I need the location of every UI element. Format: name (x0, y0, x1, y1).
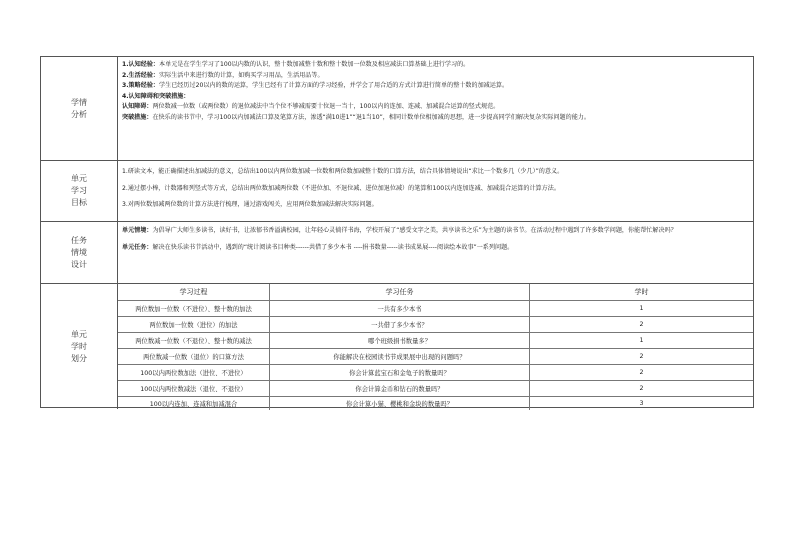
row-hours: 2 (639, 385, 644, 392)
row-process: 两位数减一位数（退位）的口算方法 (118, 349, 270, 364)
analysis-content (118, 57, 753, 160)
schedule-table (118, 284, 753, 409)
table-row (118, 396, 753, 410)
row-hours: 1 (639, 305, 644, 312)
table-row (118, 316, 753, 332)
table-row (118, 380, 753, 396)
goals-row (41, 160, 753, 221)
task-row (41, 221, 753, 283)
task-content (118, 222, 753, 283)
goals-content (118, 161, 753, 221)
row-task: 你能解决在校园读书节成果展中出现的问题吗？ (270, 349, 530, 364)
schedule-label: 单元 学时 划分 (41, 284, 118, 409)
row-process: 两位数加一位数（进位）的加法 (118, 317, 270, 332)
analysis-label: 学情 分析 (41, 57, 118, 160)
row-hours: 2 (639, 369, 644, 376)
row-task: 哪个班级捐书数量多？ (270, 333, 530, 348)
table-row (118, 332, 753, 348)
row-hours: 2 (639, 353, 644, 360)
row-task: 一共有多少本书 (270, 301, 530, 316)
header-process: 学习过程 (118, 284, 270, 300)
analysis-line: 1.认知经验：本单元是在学生学习了100以内数的认识，整十数加减整十数和整十数加一位数及相应减法口算基础上进行学习的。 (122, 61, 470, 68)
row-hours: 1 (639, 337, 644, 344)
goal-item: 1.研读文本，能正确描述出加减法的意义，总结出100以内两位数加减一位数和两位数加减整十数的口算方法，结合具体情境说出“求比一个数多几（少几）”的意义。 (122, 168, 564, 175)
lesson-plan-table (40, 56, 754, 408)
analysis-line: 2.生活经验：实际生活中来进行数的计算，如购买学习用品，生活用品等。 (122, 71, 324, 79)
unit-situation: 单元情境：为倡导广大师生多读书，读好书，让浓郁书香溢满校园，让年轻心灵徜徉书海，学校开展了“感受文字之美，共享读书之乐”为主题的读书节。在活动过程中遇到了许多数学问题，你能帮忙解决吗？ (122, 227, 677, 234)
table-row (118, 364, 753, 380)
analysis-row (41, 57, 753, 160)
table-row (118, 300, 753, 316)
schedule-header (118, 284, 753, 300)
header-hours: 学时 (634, 288, 649, 296)
goals-label: 单元 学习 目标 (41, 161, 118, 221)
task-label: 任务 情境 设计 (41, 222, 118, 283)
unit-task: 单元任务：解决在快乐读书节活动中，遇到的“统计阅读书目种类------共借了多少本书 ----捐书数量-----读书成果展----阅读绘本故事”一系列问题。 (122, 243, 514, 251)
row-process: 100以内两位数加法（进位、不进位） (118, 365, 270, 380)
row-task: 你会计算小猫、樱桃和金块的数量吗？ (270, 397, 530, 410)
row-hours: 3 (639, 400, 644, 407)
analysis-line: 突破措施：在快乐的读书节中，学习100以内加减法口算及笔算方法，渗透“满10进1”“退1当10”，相同计数单位相加减的思想，进一步提高同学们解决复杂实际问题的能力。 (122, 113, 590, 121)
goal-item: 2.通过摆小棒，计数器和列竖式等方式，总结出两位数加减两位数（不进位加、不退位减、进位加退位减）的笔算和100以内连加连减、加减混合运算的计算方法。 (122, 184, 560, 192)
schedule-row (41, 283, 753, 409)
row-process: 100以内两位数减法（退位、不退位） (118, 381, 270, 396)
row-process: 两位数加一位数（不进位）、整十数的加法 (118, 301, 270, 316)
row-task: 你会计算金币和钻石的数量吗？ (270, 381, 530, 396)
row-hours: 2 (639, 321, 644, 328)
analysis-line: 4.认知障碍和突破措施： (122, 92, 190, 100)
header-task: 学习任务 (270, 284, 530, 300)
row-task: 一共借了多少本书？ (270, 317, 530, 332)
table-row (118, 348, 753, 364)
analysis-line: 认知障碍：两位数减一位数（或两位数）的退位减法中当个位不够减需要十位退一当十，100以内的连加、连减、加减混合运算的竖式规范。 (122, 103, 500, 111)
row-process: 100以内连加、连减和加减混合 (118, 397, 270, 410)
row-task: 你会计算蓝宝石和金龟子的数量吗？ (270, 365, 530, 380)
analysis-line: 3.策略经验：学生已经历过20以内的数的运算，学生已经有了计算方面的学习经验，并学会了用合适的方式计算进行简单的整十数的加减运算。 (122, 82, 509, 90)
goal-item: 3.对两位数加减两位数的计算方法进行梳理，通过游戏闯关，应用两位数加减法解决实际问题。 (122, 201, 378, 209)
row-process: 两位数减一位数（不退位）、整十数的减法 (118, 333, 270, 348)
